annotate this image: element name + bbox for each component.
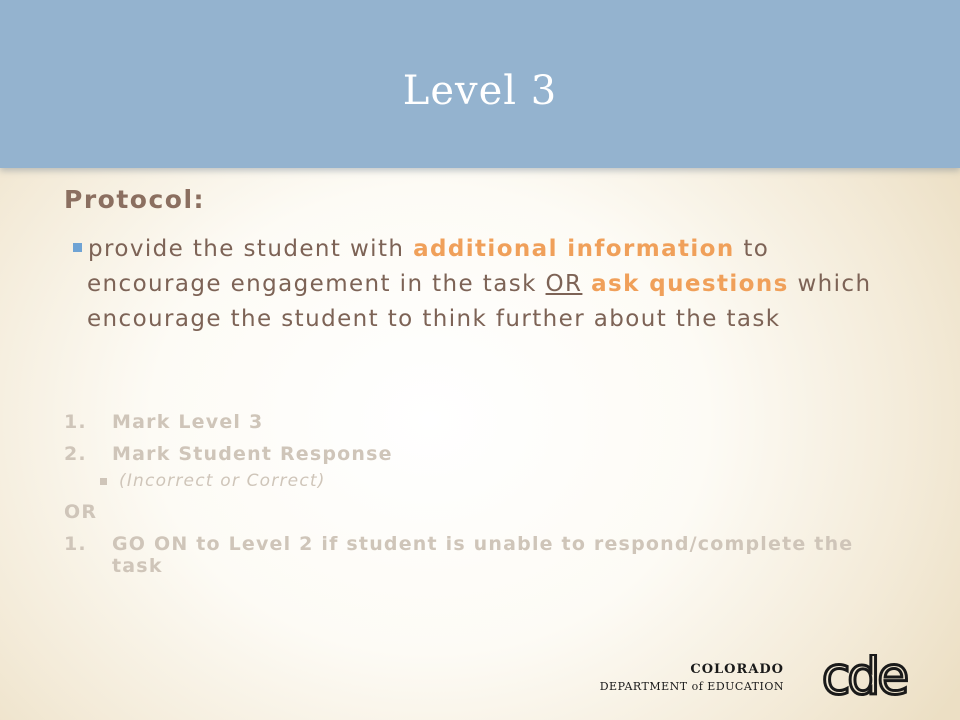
sub-step (64, 471, 904, 491)
cde-logo (599, 654, 924, 700)
highlight-ask-questions: ask questions (591, 271, 789, 297)
logo-colorado: COLORADO (690, 662, 784, 677)
square-bullet-icon (73, 243, 82, 252)
slide-title: Level 3 (402, 68, 558, 114)
bullet-text-3 (582, 271, 591, 297)
step-number: 2. (64, 443, 87, 465)
cde-mark-text: cde (821, 654, 907, 700)
cde-mark-icon (804, 654, 924, 700)
step-text: Mark Student Response (112, 443, 393, 465)
step-item (64, 443, 904, 465)
step-item (64, 533, 904, 577)
protocol-bullet (87, 232, 887, 337)
square-bullet-icon (100, 478, 107, 485)
step-text: GO ON to Level 2 if student is unable to respond/complete the task (112, 533, 854, 577)
bullet-text-4: which encourage the student to think further about the task (87, 271, 872, 332)
steps-list (64, 411, 904, 587)
sub-step-text: (Incorrect or Correct) (119, 471, 326, 491)
step-number: 1. (64, 411, 87, 433)
underlined-or: OR (545, 271, 583, 297)
step-item (64, 411, 904, 433)
or-label: OR (64, 501, 98, 523)
bullet-text-2: to encourage engagement in the task (87, 236, 770, 297)
step-text: Mark Level 3 (112, 411, 264, 433)
logo-department: DEPARTMENT of EDUCATION (599, 680, 784, 693)
highlight-additional-information: additional information (413, 236, 735, 262)
protocol-heading: Protocol: (64, 185, 206, 214)
step-number: 1. (64, 533, 87, 555)
bullet-text-1: provide the student with (88, 236, 414, 262)
